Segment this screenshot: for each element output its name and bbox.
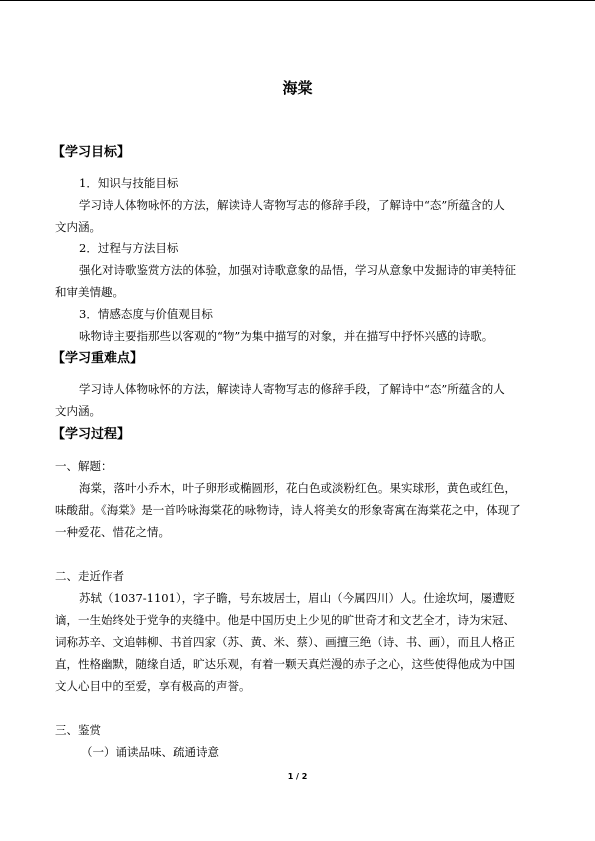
part2-text-line5: 文人心目中的至爱，享有极高的声誉。 — [55, 679, 251, 693]
part2-text-line4: 直，性格幽默，随缘自适，旷达乐观，有着一颗天真烂漫的赤子之心，这些使得他成为中国 — [55, 657, 515, 671]
objective-2-text-line2: 和审美情趣。 — [55, 285, 124, 299]
part1-title: 一、解题： — [55, 459, 113, 473]
heading-objectives: 【学习目标】 — [52, 145, 131, 160]
part2-text-line2: 谪，一生始终处于党争的夹缝中。他是中国历史上少见的旷世奇才和文艺全才，诗为宋冠、 — [55, 613, 515, 627]
key-points-text-line2: 文内涵。 — [55, 404, 101, 418]
part2-text-line3: 词称苏辛、文追韩柳、书首四家（苏、黄、米、蔡）、画擅三绝（诗、书、画），而且人格正 — [55, 635, 515, 649]
objective-3-text-line1: 咏物诗主要指那些以客观的“物”为集中描写的对象，并在描写中抒怀兴感的诗歌。 — [79, 329, 494, 343]
part1-text-line2: 味酸甜。《海棠》是一首吟咏海棠花的咏物诗，诗人将美女的形象寄寓在海棠花之中，体现了 — [55, 503, 521, 517]
part2-title: 二、走近作者 — [55, 569, 124, 583]
page-number: 1 / 2 — [287, 772, 308, 781]
part2-text-line1: 苏轼（1037-1101），字子瞻，号东坡居士，眉山（今属四川）人。仕途坎坷，屡遭贬 — [79, 591, 516, 605]
objective-2-title: 2．过程与方法目标 — [79, 241, 179, 255]
heading-key-points: 【学习重难点】 — [52, 351, 144, 366]
objective-3-title: 3．情感态度与价值观目标 — [79, 307, 213, 321]
objective-1-text-line2: 文内涵。 — [55, 220, 101, 234]
objective-2-text-line1: 强化对诗歌鉴赏方法的体验，加强对诗歌意象的品悟，学习从意象中发掘诗的审美特征 — [79, 263, 516, 277]
heading-process: 【学习过程】 — [52, 427, 131, 442]
part1-text-line3: 一种爱花、惜花之情。 — [55, 525, 170, 539]
objective-1-title: 1．知识与技能目标 — [79, 176, 179, 190]
document-title: 海棠 — [282, 79, 313, 97]
part3-subsection-1: （一）诵读品味、疏通诗意 — [81, 745, 219, 759]
objective-1-text-line1: 学习诗人体物咏怀的方法，解读诗人寄物写志的修辞手段，了解诗中“态”所蕴含的人 — [79, 198, 505, 212]
part1-text-line1: 海棠，落叶小乔木，叶子卵形或椭圆形，花白色或淡粉红色。果实球形，黄色或红色， — [79, 481, 516, 495]
part3-title: 三、鉴赏 — [55, 723, 101, 737]
key-points-text-line1: 学习诗人体物咏怀的方法，解读诗人寄物写志的修辞手段，了解诗中“态”所蕴含的人 — [79, 382, 505, 396]
